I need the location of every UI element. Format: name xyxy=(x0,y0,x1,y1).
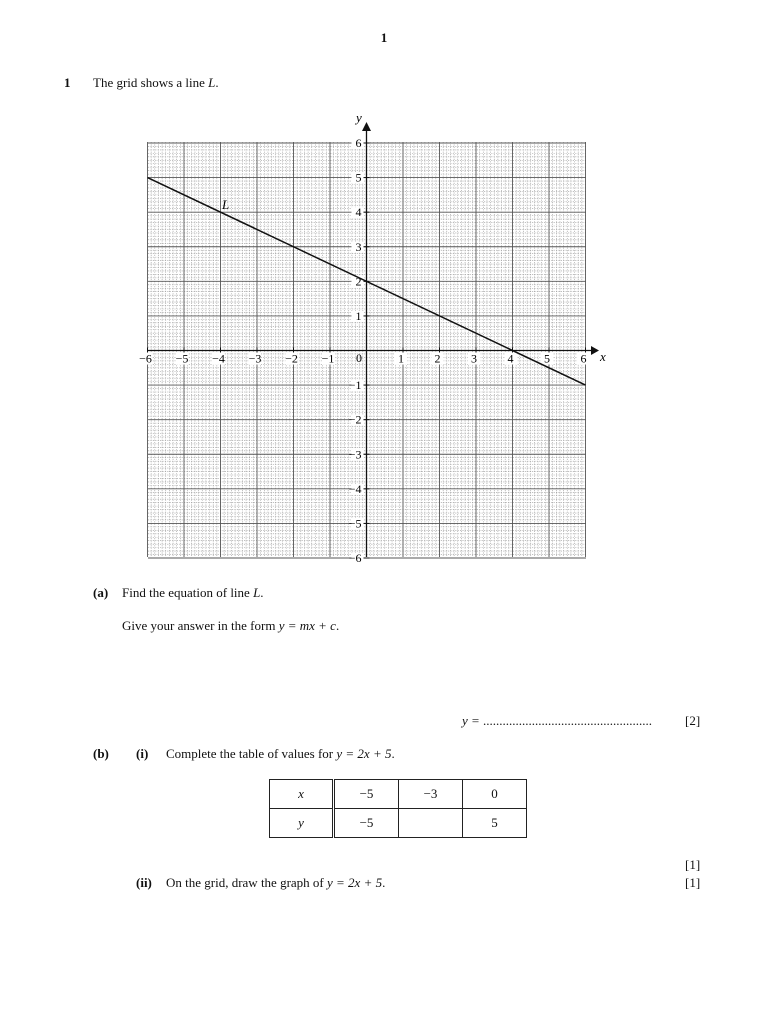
part-a-answer-line[interactable] xyxy=(462,713,652,729)
y-tick-label: −5 xyxy=(348,516,362,531)
y-tick-label: 5 xyxy=(355,170,362,185)
y-tick-label: 3 xyxy=(355,239,362,254)
y-tick-label: 6 xyxy=(355,136,362,150)
part-a-form xyxy=(122,618,339,634)
table-cell-x-0: −5 xyxy=(334,780,399,809)
page-number: 1 xyxy=(380,30,388,45)
x-tick-label: −1 xyxy=(321,351,335,366)
part-b-ii-text-prefix: On the grid, draw the graph of xyxy=(166,875,328,890)
part-a-form-prefix: Give your answer in the form xyxy=(122,618,279,633)
x-tick-label: 5 xyxy=(544,351,550,366)
part-b-i-label: (i) xyxy=(136,746,149,761)
part-b-ii-text xyxy=(166,875,385,891)
x-tick-label: −6 xyxy=(139,351,152,366)
part-b-ii-marks: [1] xyxy=(685,875,701,890)
part-a-marks: [2] xyxy=(685,713,701,728)
y-tick-label: 2 xyxy=(355,274,362,289)
x-tick-label: 4 xyxy=(507,351,514,366)
x-axis-arrow xyxy=(591,346,599,355)
y-tick-label: 4 xyxy=(355,205,362,220)
part-b-i-text-prefix: Complete the table of values for xyxy=(166,746,337,761)
part-a-text-var: L xyxy=(253,585,261,600)
part-a-text-suffix: . xyxy=(260,585,264,600)
question-intro-var: L xyxy=(208,75,216,90)
table-header-y: y xyxy=(270,809,334,838)
origin-label: 0 xyxy=(356,351,362,365)
part-a-text-prefix: Find the equation of line xyxy=(122,585,254,600)
part-a-answer-prefix: y = xyxy=(462,713,484,728)
part-b-label: (b) xyxy=(93,746,109,761)
y-axis-arrow xyxy=(362,122,371,131)
part-b-ii-text-expr: y = 2x + 5 xyxy=(327,875,383,890)
part-a-form-suffix: . xyxy=(335,618,340,633)
table-cell-y-1-blank[interactable] xyxy=(399,809,463,838)
table-row-x xyxy=(270,780,527,809)
table-cell-y-0: −5 xyxy=(334,809,399,838)
question-intro-suffix: . xyxy=(215,75,219,90)
part-a-label: (a) xyxy=(93,585,109,600)
x-tick-label: 6 xyxy=(580,351,587,366)
x-tick-label: 2 xyxy=(434,351,441,366)
table-cell-x-2: 0 xyxy=(463,780,527,809)
part-b-i-text xyxy=(166,746,395,762)
x-axis-label: x xyxy=(600,349,606,364)
x-tick-label: 3 xyxy=(471,351,477,366)
part-a-form-expr: y = mx + c xyxy=(278,618,336,633)
part-b-ii-text-suffix: . xyxy=(382,875,386,890)
question-number: 1 xyxy=(64,75,71,90)
y-tick-label: −6 xyxy=(348,551,362,565)
question-intro-prefix: The grid shows a line xyxy=(93,75,209,90)
y-tick-label: 1 xyxy=(355,308,362,323)
table-row-y xyxy=(270,809,527,838)
table-cell-x-1: −3 xyxy=(399,780,463,809)
y-tick-label: −1 xyxy=(348,378,362,393)
y-axis-label: y xyxy=(356,110,362,125)
x-tick-label: −4 xyxy=(212,351,225,366)
part-b-i-marks: [1] xyxy=(685,857,701,872)
part-b-ii-label: (ii) xyxy=(136,875,152,890)
y-tick-label: −2 xyxy=(348,412,362,427)
line-L-label: L xyxy=(222,197,230,212)
table-of-values xyxy=(269,779,527,838)
x-tick-label: −5 xyxy=(175,351,189,366)
x-tick-label: −3 xyxy=(248,351,262,366)
x-tick-label: −2 xyxy=(285,351,298,366)
part-b-i-text-expr: y = 2x + 5 xyxy=(336,746,392,761)
x-tick-label: 1 xyxy=(398,351,404,366)
part-b-i-text-suffix: . xyxy=(391,746,395,761)
y-tick-label: −3 xyxy=(348,447,362,462)
table-cell-y-2: 5 xyxy=(463,809,527,838)
table-header-x: x xyxy=(270,780,334,809)
part-a-text xyxy=(122,585,264,601)
y-tick-label: −4 xyxy=(348,481,362,496)
part-a-answer-dots: .................................................... xyxy=(483,713,653,728)
